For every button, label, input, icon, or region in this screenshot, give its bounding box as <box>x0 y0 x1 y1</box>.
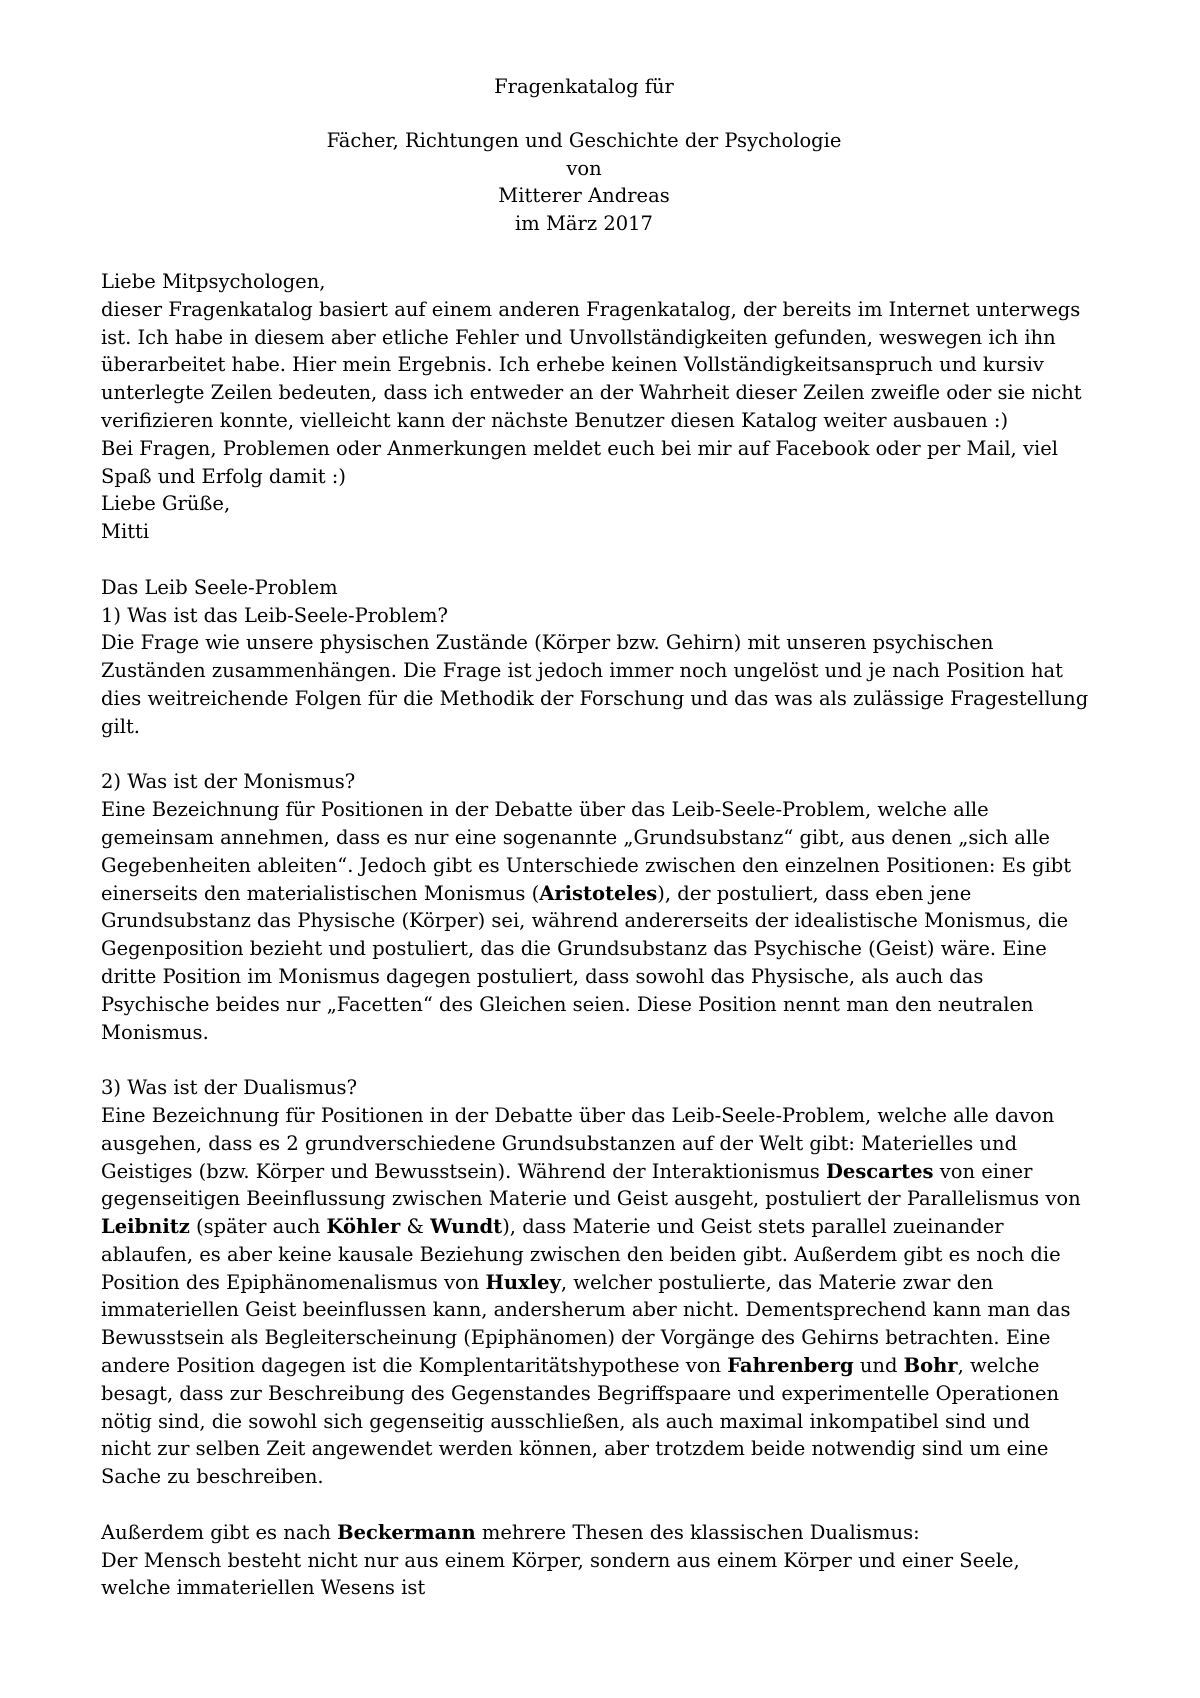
text-run: Außerdem gibt es nach <box>101 1520 338 1544</box>
answer-line: Monismus. <box>101 1020 209 1044</box>
answer-line: Zuständen zusammenhängen. Die Frage ist jedoch immer noch ungelöst und je nach Position hat <box>101 659 1064 683</box>
answer-line <box>101 1158 1091 1186</box>
answer-line: ausgehen, dass es 2 grundverschiedene Grundsubstanzen auf der Welt gibt: Materielles und <box>101 1131 1018 1155</box>
text-run: von einer <box>933 1159 1033 1183</box>
title-block <box>0 73 1168 238</box>
answer-line: nicht zur selben Zeit angewendet werden können, aber trotzdem beide notwendig sind um eine <box>101 1437 1049 1461</box>
answer-line: Die Frage wie unsere physischen Zustände (Körper bzw. Gehirn) mit unseren psychischen <box>101 631 994 655</box>
intro-line: überarbeitet habe. Hier mein Ergebnis. Ich erhebe keinen Vollständigkeitsanspruch und kursiv <box>101 353 1044 377</box>
answer-line: Der Mensch besteht nicht nur aus einem Körper, sondern aus einem Körper und einer Seele, <box>101 1548 1020 1572</box>
answer-line <box>101 1352 1091 1380</box>
intro-closing: Liebe Grüße, <box>101 492 231 516</box>
title-line: Fragenkatalog für <box>494 75 674 98</box>
text-run: ), der postuliert, dass eben jene <box>657 881 972 905</box>
intro-line: Spaß und Erfolg damit :) <box>101 464 346 488</box>
answer-line: gegenseitigen Beeinflussung zwischen Materie und Geist ausgeht, postuliert der Parallelismus von <box>101 1187 1081 1211</box>
answer-line: Eine Bezeichnung für Positionen in der Debatte über das Leib-Seele-Problem, welche alle davon <box>101 1103 1055 1127</box>
answer-line: besagt, dass zur Beschreibung des Gegenstandes Begriffspaare und experimentelle Operationen <box>101 1381 1060 1405</box>
name-huxley: Huxley <box>485 1270 561 1294</box>
intro-line: unterlegte Zeilen bedeuten, dass ich entweder an der Wahrheit dieser Zeilen zweifle oder sie nicht <box>101 381 1082 405</box>
text-run: einerseits den materialistischen Monismus ( <box>101 881 540 905</box>
intro-line: ist. Ich habe in diesem aber etliche Fehler und Unvollständigkeiten gefunden, weswegen ich ihn <box>101 325 1056 349</box>
answer-line: Sache zu beschreiben. <box>101 1465 324 1489</box>
intro-line: verifizieren konnte, vielleicht kann der nächste Benutzer diesen Katalog weiter ausbauen :) <box>101 408 1009 432</box>
name-beckermann: Beckermann <box>337 1520 476 1544</box>
name-bohr: Bohr <box>903 1354 958 1378</box>
text-run: ), dass Materie und Geist stets parallel zueinander <box>502 1215 1004 1239</box>
answer-line: Bewusstsein als Begleiterscheinung (Epiphänomen) der Vorgänge des Gehirns betrachten. Eine <box>101 1326 1051 1350</box>
blank-line <box>101 1046 1091 1074</box>
answer-line: nötig sind, die sowohl sich gegenseitig ausschließen, als auch maximal inkompatibel sind und <box>101 1409 1031 1433</box>
name-wundt: Wundt <box>430 1215 503 1239</box>
blank-line <box>101 546 1091 574</box>
text-run: Geistiges (bzw. Körper und Bewusstsein). Während der Interaktionismus <box>101 1159 827 1183</box>
answer-line: ablaufen, es aber keine kausale Beziehung zwischen den beiden gibt. Außerdem gibt es noch die <box>101 1242 1061 1266</box>
intro-paragraph <box>101 268 1091 546</box>
question-2 <box>101 768 1091 1046</box>
answer-line <box>101 1213 1091 1241</box>
answer-line: gilt. <box>101 714 140 738</box>
answer-line <box>101 880 1091 908</box>
name-leibnitz: Leibnitz <box>101 1215 190 1239</box>
text-run: Position des Epiphänomenalismus von <box>101 1270 486 1294</box>
title-gap <box>0 101 1168 127</box>
beckermann-paragraph <box>101 1519 1091 1602</box>
blank-line <box>101 1491 1091 1519</box>
question-title: 1) Was ist das Leib-Seele-Problem? <box>101 603 448 627</box>
answer-line: dies weitreichende Folgen für die Methodik der Forschung und das was als zulässige Fragestellung <box>101 686 1089 710</box>
text-run: , welche <box>957 1354 1040 1378</box>
answer-line: Gegenposition bezieht und postuliert, das die Grundsubstanz das Psychische (Geist) wäre. Eine <box>101 937 1047 961</box>
question-1 <box>101 602 1091 741</box>
question-title: 2) Was ist der Monismus? <box>101 770 356 794</box>
intro-signature: Mitti <box>101 520 150 544</box>
text-run: andere Position dagegen ist die Komplentaritätshypothese von <box>101 1354 728 1378</box>
blank-line <box>101 741 1091 769</box>
intro-line: dieser Fragenkatalog basiert auf einem anderen Fragenkatalog, der bereits im Internet unterwegs <box>101 297 1081 321</box>
title-von: von <box>566 156 602 180</box>
document-body <box>101 268 1091 1602</box>
text-run: mehrere Thesen des klassischen Dualismus: <box>475 1520 920 1544</box>
answer-line: Eine Bezeichnung für Positionen in der Debatte über das Leib-Seele-Problem, welche alle <box>101 798 989 822</box>
answer-line: gemeinsam annehmen, dass es nur eine sogenannte „Grundsubstanz“ gibt, aus denen „sich alle <box>101 825 1050 849</box>
answer-line: immateriellen Geist beeinflussen kann, andersherum aber nicht. Dementsprechend kann man das <box>101 1298 1071 1322</box>
name-fahrenberg: Fahrenberg <box>727 1354 854 1378</box>
text-run: & <box>400 1215 431 1239</box>
name-koehler: Köhler <box>326 1215 401 1239</box>
answer-line <box>101 1269 1091 1297</box>
title-subject: Fächer, Richtungen und Geschichte der Psychologie <box>326 128 842 152</box>
answer-line: Grundsubstanz das Physische (Körper) sei, während andererseits der idealistische Monismus, die <box>101 909 1069 933</box>
answer-line: welche immateriellen Wesens ist <box>101 1576 426 1600</box>
name-descartes: Descartes <box>826 1159 934 1183</box>
text-run: (später auch <box>189 1215 327 1239</box>
answer-line <box>101 1519 1091 1547</box>
text-run: , welcher postulierte, das Materie zwar den <box>560 1270 994 1294</box>
intro-greeting: Liebe Mitpsychologen, <box>101 270 326 293</box>
intro-line: Bei Fragen, Problemen oder Anmerkungen meldet euch bei mir auf Facebook oder per Mail, viel <box>101 436 1058 460</box>
answer-line: Psychische beides nur „Facetten“ des Gleichen seien. Diese Position nennt man den neutralen <box>101 992 1034 1016</box>
answer-line: Gegebenheiten ableiten“. Jedoch gibt es Unterschiede zwischen den einzelnen Positionen: Es gibt <box>101 853 1072 877</box>
section-heading: Das Leib Seele-Problem <box>101 575 338 599</box>
question-title: 3) Was ist der Dualismus? <box>101 1076 358 1100</box>
text-run: und <box>853 1354 904 1378</box>
title-author: Mitterer Andreas <box>498 184 670 208</box>
title-date: im März 2017 <box>515 212 653 236</box>
question-3 <box>101 1074 1091 1491</box>
name-aristoteles: Aristoteles <box>539 881 658 905</box>
answer-line: dritte Position im Monismus dagegen postuliert, dass sowohl das Physische, als auch das <box>101 964 984 988</box>
